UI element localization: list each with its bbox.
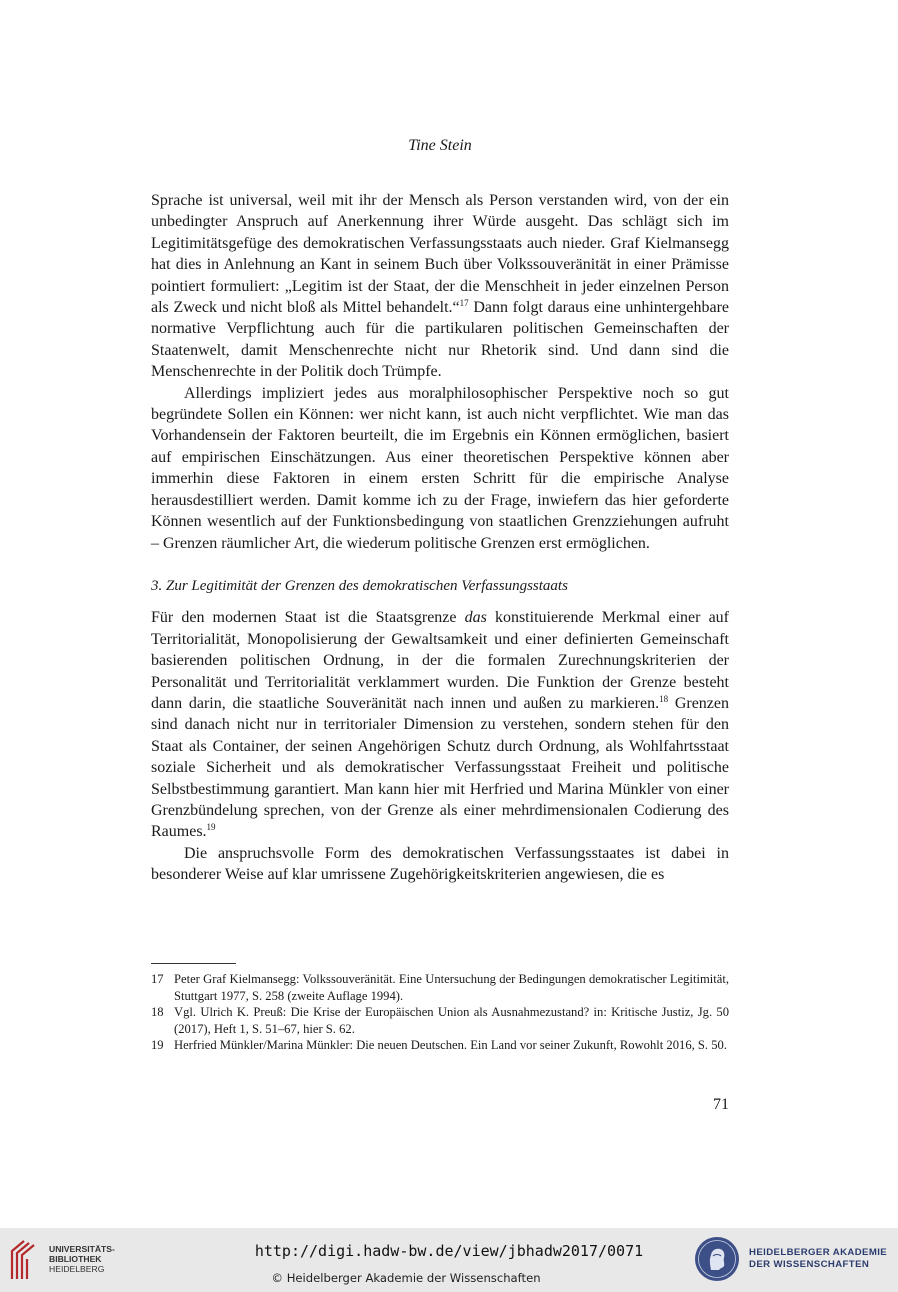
library-line-3: HEIDELBERG	[49, 1264, 105, 1274]
academy-line-1: HEIDELBERGER AKADEMIE	[749, 1247, 888, 1258]
paragraph-3-text-c: Grenzen sind danach nicht nur in territorialer Dimension zu verstehen, sondern stehen für den Staat als Container, der seinen Angehörigen Schutz durch Ordnung, als Wohlfahrtsstaat soziale Sicherheit und als demokratischer Verfassungsstaat Freiheit und politische Selbstbestimmung garantiert. Man kann hier mit Herfried und Marina Münkler von einer Grenzbündelung sprechen, von der Grenze als einer mehrdimensionalen Codierung des Raumes.	[151, 694, 730, 841]
footnote-ref-19[interactable]: 19	[206, 822, 216, 833]
emphasis-das: das	[464, 609, 487, 627]
paragraph-4: Die anspruchsvolle Form des demokratischen Verfassungsstaates ist dabei in besonderer Weise auf klar umrissene Zugehörigkeitskriterien angewiesen, die es	[151, 844, 729, 884]
academy-seal-icon[interactable]	[694, 1236, 740, 1282]
academy-line-2: DER WISSENSCHAFTEN	[749, 1258, 870, 1270]
academy-name[interactable]	[749, 1247, 887, 1270]
paragraph-3-text-a: Für den modernen Staat ist die Staatsgrenze	[151, 609, 465, 627]
running-head: Tine Stein	[408, 137, 472, 154]
footnote-text: Peter Graf Kielmansegg: Volkssouveränität. Eine Untersuchung der Bedingungen demokratischer Legitimität, Stuttgart 1977, S. 258 (zweite Auflage 1994).	[174, 972, 729, 1003]
footnote-ref-17[interactable]: 17	[459, 298, 469, 309]
paragraph-1	[151, 190, 729, 383]
footnote-divider	[151, 963, 236, 964]
footnote-text: Herfried Münkler/Marina Münkler: Die neuen Deutschen. Ein Land vor seiner Zukunft, Rowohlt 2016, S. 50.	[174, 1038, 727, 1053]
paragraph-1-text-b: Dann folgt daraus eine unhintergehbare normative Verpflichtung auch für die partikularen politischen Gemeinschaften der Staatenwelt, damit Menschenrechte nicht nur Rhetorik sind. Und dann sind die Menschenrechte in der Politik doch Trümpfe.	[151, 299, 730, 381]
library-line-2: BIBLIOTHEK	[49, 1254, 102, 1264]
copyright-notice: © Heidelberger Akademie der Wissenschaften	[271, 1271, 541, 1285]
library-line-1: UNIVERSITÄTS-	[49, 1244, 115, 1254]
footnote-number: 17	[151, 972, 164, 986]
main-text	[151, 190, 729, 886]
paragraph-3	[151, 607, 729, 842]
page-number: 71	[713, 1096, 729, 1113]
footnote-text: Vgl. Ulrich K. Preuß: Die Krise der Europäischen Union als Ausnahmezustand? in: Kritische Justiz, Jg. 50 (2017), Heft 1, S. 51–67, hier S. 62.	[174, 1005, 729, 1036]
paragraph-2: Allerdings impliziert jedes aus moralphilosophischer Perspektive noch so gut begründete Sollen ein Können: wer nicht kann, ist auch nicht verpflichtet. Wie man das Vorhandensein der Faktoren beurteilt, die im Ergebnis ein Können ermöglichen, basiert auf empirischen Einschätzungen. Aus einer theoretischen Perspektive können aber immerhin diese Faktoren in einem ersten Schritt für die empirische Analyse herausdestilliert werden. Damit komme ich zu der Frage, inwiefern das hier geforderte Können wesentlich auf der Funktionsbedingung von staatlichen Grenzziehungen aufruht – Grenzen räumlicher Art, die wiederum politische Grenzen erst ermöglichen.	[151, 384, 729, 552]
footnote-17	[151, 971, 729, 1004]
footnote-ref-18[interactable]: 18	[659, 693, 669, 704]
paragraph-3-text-b: konstituierende Merkmal einer auf Territorialität, Monopolisierung der Gewaltsamkeit und einer definierten Gemeinschaft basierenden politischen Ordnung, in der die formalen Zurechnungskriterien der Personalität und Territorialität verklammert wurden. Die Funktion der Grenze besteht dann darin, die staatliche Souveränität nach innen und außen zu markieren.	[151, 609, 729, 712]
footnote-number: 19	[151, 1038, 164, 1053]
paragraph-1-text-a: Sprache ist universal, weil mit ihr der Mensch als Person verstanden wird, von der ein unbedingter Anspruch auf Anerkennung ihrer Würde ausgeht. Das schlägt sich im Legitimitätsgefüge des demokratischen Verfassungsstaats auch nieder. Graf Kielmansegg hat dies in Anlehnung an Kant in seinem Buch über Volkssouveränität in einer Prämisse pointiert formuliert: „Legitim ist der Staat, der die Menschheit in jeder einzelnen Person als Zweck und nicht bloß als Mittel behandelt.“	[151, 192, 729, 317]
footnotes	[151, 971, 729, 1054]
footnote-18	[151, 1004, 729, 1037]
section-heading: 3. Zur Legitimität der Grenzen des demokratischen Verfassungsstaats	[151, 577, 568, 594]
footnote-number: 18	[151, 1005, 164, 1020]
viewer-footer	[0, 1228, 898, 1292]
permalink-url[interactable]: http://digi.hadw-bw.de/view/jbhadw2017/0071	[254, 1242, 644, 1260]
footnote-19	[151, 1037, 729, 1054]
